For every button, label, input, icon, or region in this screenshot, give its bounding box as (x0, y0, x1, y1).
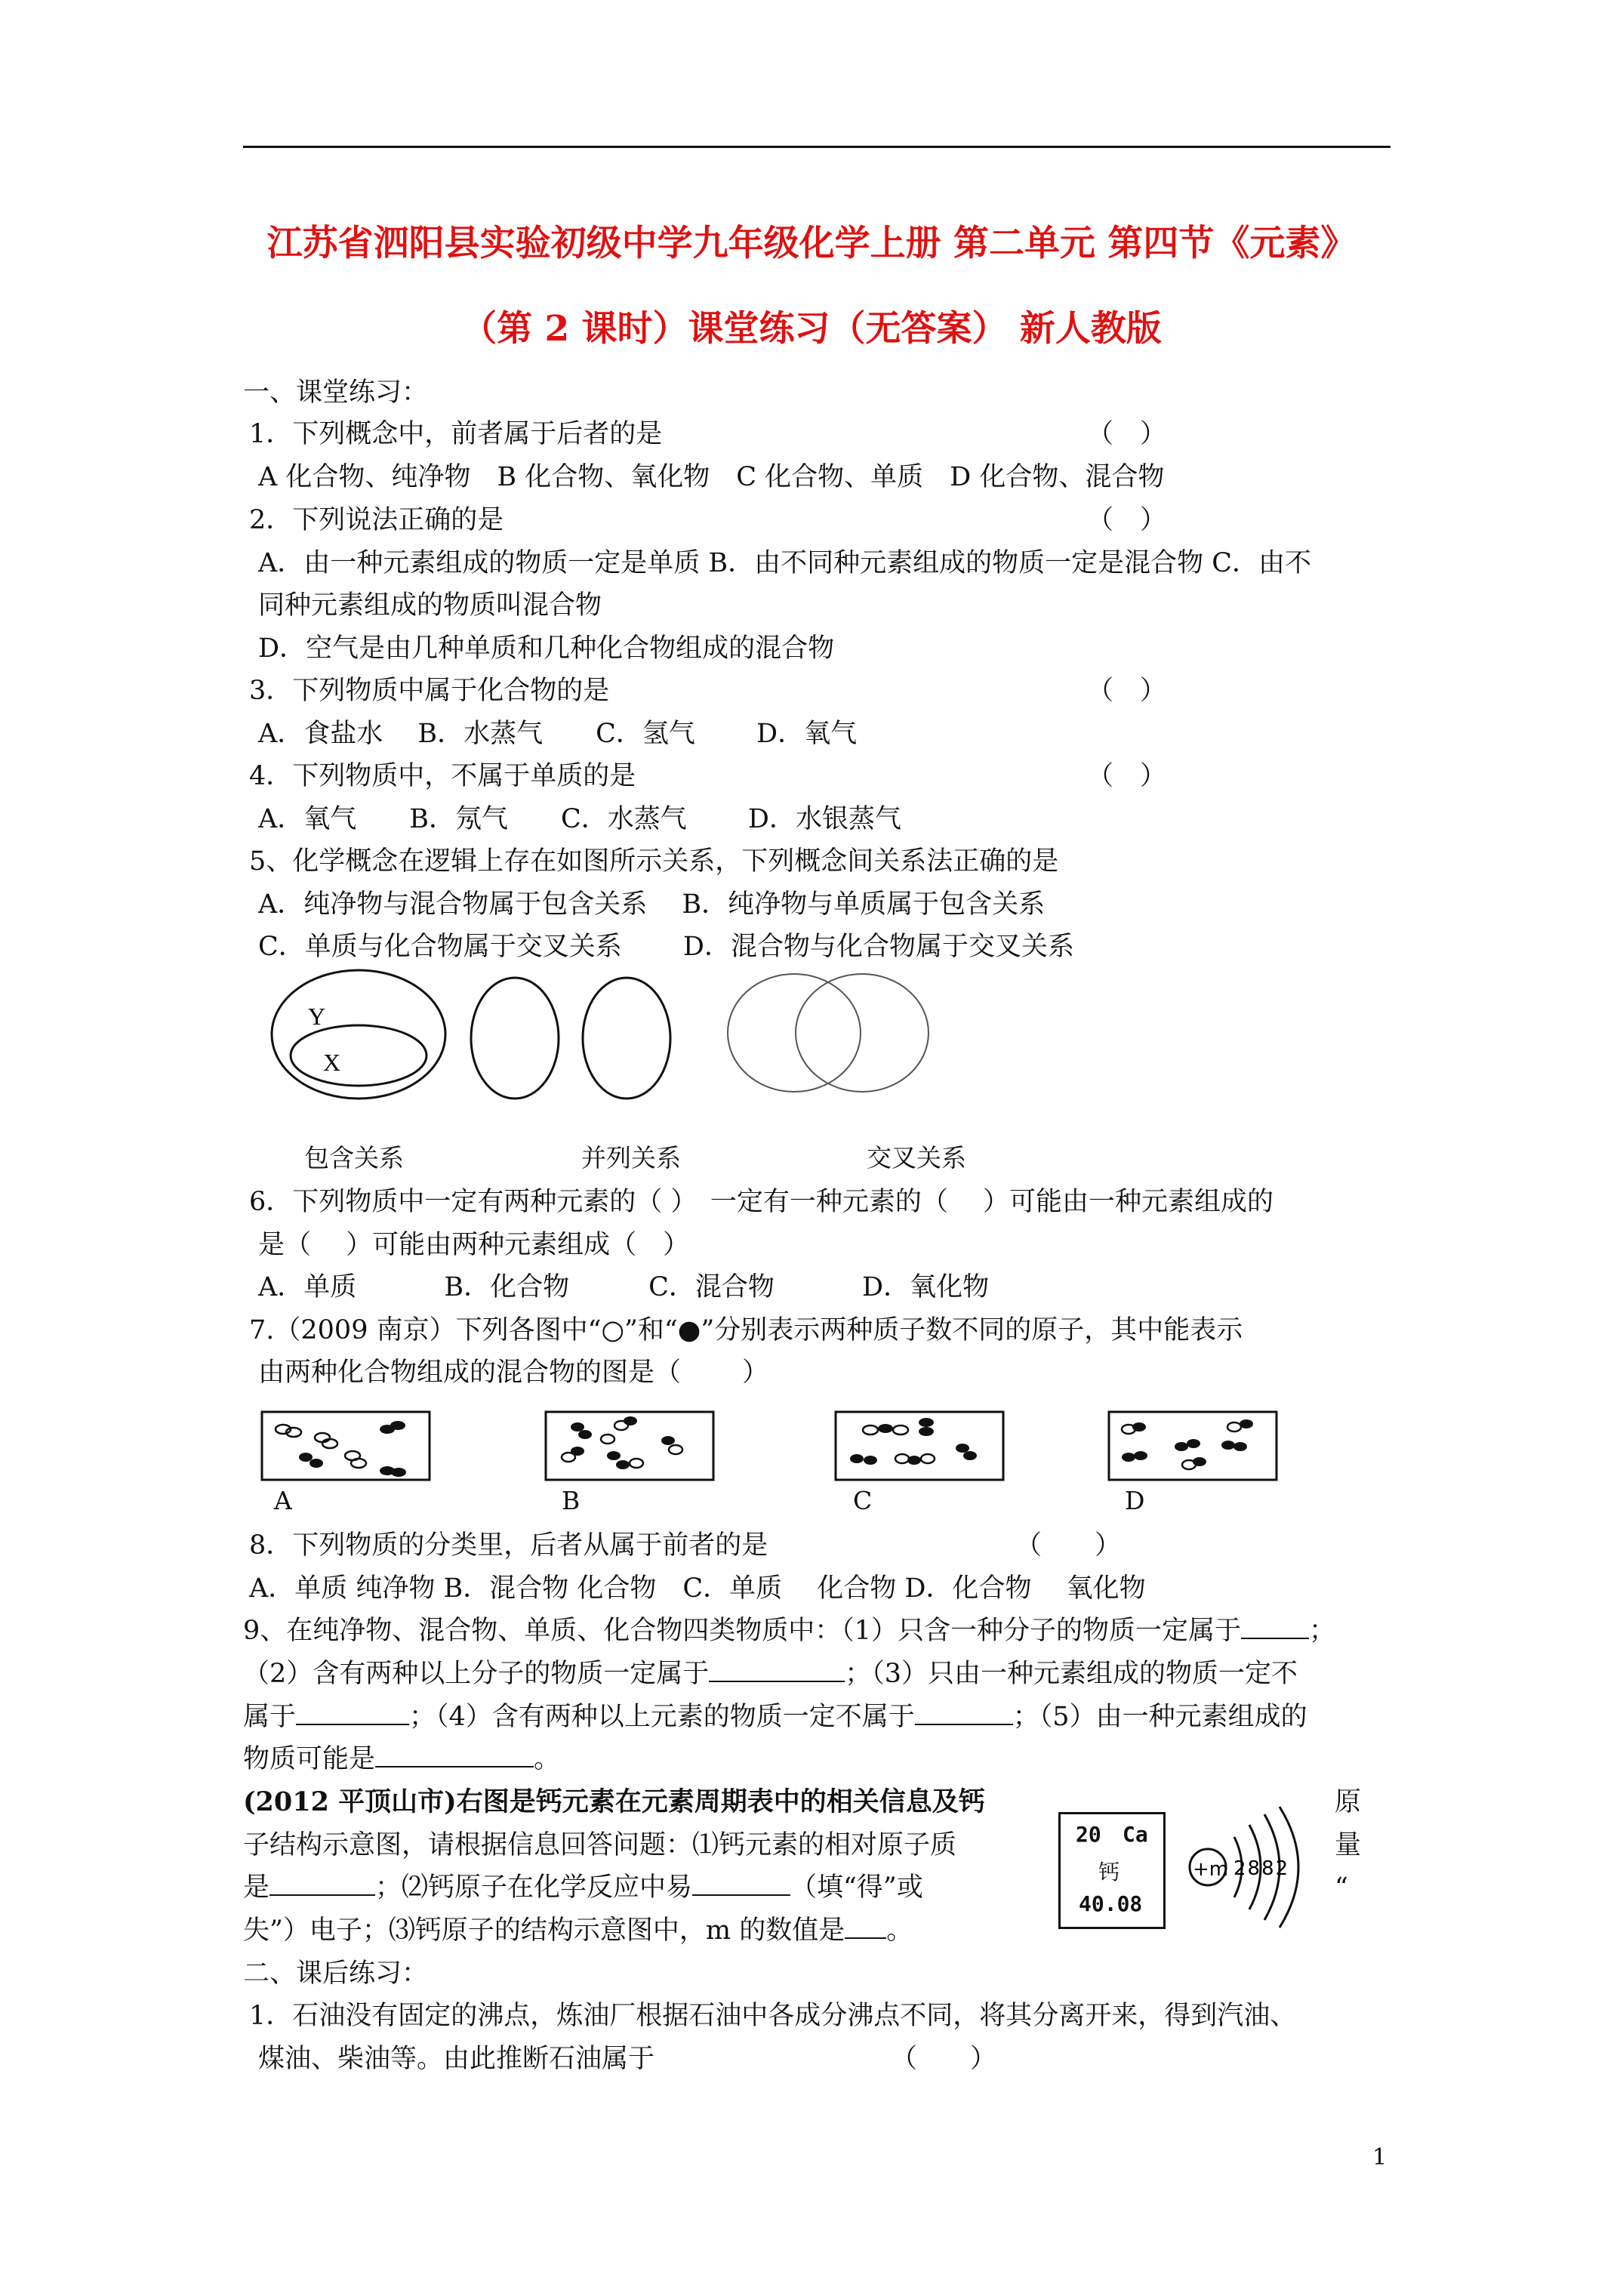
diagram-label-parallel: 并列关系 (581, 1143, 681, 1173)
element-name: 钙 (1098, 1860, 1120, 1885)
q6-options: A．单质 B．化合物 C．混合物 D．氧化物 (258, 1272, 990, 1302)
q9-blank-1[interactable] (1241, 1615, 1309, 1639)
q2-option-line3: D．空气是由几种单质和几种化合物组成的混合物 (258, 633, 835, 664)
q9-line4-end: 。 (534, 1744, 561, 1774)
inclusion-diagram (272, 970, 445, 1099)
q9-line3 (243, 1700, 1307, 1734)
q8-options: A．单质 纯净物 B．混合物 化合物 C．单质 化合物 D．化合物 氧化物 (249, 1573, 1146, 1604)
q9-line4-text: 物质可能是 (243, 1744, 376, 1774)
q10-line3-text: 是 (243, 1872, 270, 1903)
element-symbol: Ca (1123, 1822, 1148, 1847)
q6-line1: 6．下列物质中一定有两种元素的（ ） 一定有一种元素的（ ）可能由一种元素组成的 (249, 1187, 1274, 1217)
q10-line2: 子结构示意图，请根据信息回答问题：⑴钙元素的相对原子质 (243, 1830, 957, 1860)
element-mass: 40.08 (1079, 1891, 1143, 1916)
q7-line2: 由两种化合物组成的混合物的图是（ ） (258, 1358, 769, 1388)
intersection-diagram (728, 974, 929, 1092)
q9-blank-3[interactable] (296, 1701, 409, 1725)
q5-stem: 5、化学概念在逻辑上存在如图所示关系，下列概念间关系法正确的是 (249, 846, 1059, 877)
inner-set-label: X (323, 1049, 341, 1076)
q2-paren: （ ） (1087, 505, 1167, 535)
molecule-box-c (836, 1412, 1003, 1480)
q10-line3 (243, 1871, 923, 1904)
q8-stem: 8．下列物质的分类里，后者从属于前者的是 (249, 1530, 768, 1561)
q10-line1: (2012 平顶山市)右图是钙元素在元素周期表中的相关信息及钙 (243, 1786, 985, 1817)
molecule-box-b (546, 1412, 713, 1480)
q3-options: A．食盐水 B．水蒸气 C．氢气 D．氧气 (258, 719, 858, 749)
parallel-diagram (471, 978, 670, 1099)
shell-electrons: 2882 (1233, 1857, 1290, 1880)
q5-option-line1: A．纯净物与混合物属于包含关系 B．纯净物与单质属于包含关系 (258, 889, 1046, 920)
diagram-label-intersection: 交叉关系 (867, 1143, 966, 1173)
molecule-box-a (262, 1412, 430, 1480)
q4-paren: （ ） (1087, 761, 1167, 791)
q1-paren: （ ） (1087, 419, 1167, 449)
q10-blank-2[interactable] (692, 1872, 790, 1896)
q4-stem: 4．下列物质中，不属于单质的是 (249, 761, 636, 791)
q10-blank-1[interactable] (269, 1872, 375, 1896)
nucleus-label: +m (1193, 1858, 1229, 1881)
box-label-a: A (274, 1486, 292, 1515)
q10-line3-right: “ (1335, 1872, 1348, 1903)
q7-line1: 7.（2009 南京）下列各图中“○”和“●”分别表示两种质子数不同的原子，其中能表示 (249, 1315, 1243, 1345)
molecule-box-d (1109, 1412, 1277, 1480)
q10-line3-mid: ；⑵钙原子在化学反应中易 (375, 1872, 693, 1903)
q10-line2-right: 量 (1335, 1830, 1362, 1860)
q10-line1-right: 原 (1335, 1787, 1362, 1817)
q1-stem: 1．下列概念中，前者属于后者的是 (249, 419, 663, 449)
diagram-label-inclusion: 包含关系 (304, 1143, 404, 1173)
q10-line4-text: 失”）电子；⑶钙原子的结构示意图中，m 的数值是 (243, 1915, 845, 1946)
q9-line3-text: 属于 (243, 1702, 297, 1732)
q10-line4 (243, 1914, 913, 1947)
doc-title-line1: 江苏省泗阳县实验初级中学九年级化学上册 第二单元 第四节《元素》 (266, 223, 1357, 264)
q2-option-line2: 同种元素组成的物质叫混合物 (258, 590, 602, 621)
q9-line1-text: 9、在纯净物、混合物、单质、化合物四类物质中：（1）只含一种分子的物质一定属于 (243, 1616, 1242, 1646)
molecule-boxes (260, 1410, 1280, 1486)
outer-set-label: Y (308, 1003, 326, 1030)
q9-line2-text: （2）含有两种以上分子的物质一定属于 (243, 1659, 710, 1689)
h1-paren: （ ） (891, 2044, 997, 2074)
q9-blank-4[interactable] (915, 1701, 1013, 1725)
q6-line2: 是（ ）可能由两种元素组成（ ） (258, 1230, 690, 1260)
q3-paren: （ ） (1087, 676, 1167, 706)
q8-paren: （ ） (1015, 1530, 1122, 1561)
relation-diagrams (264, 966, 959, 1102)
q2-option-line1: A．由一种元素组成的物质一定是单质 B．由不同种元素组成的物质一定是混合物 C．由不 (258, 548, 1312, 578)
box-label-b: B (562, 1486, 581, 1515)
section2-heading: 二、课后练习： (243, 1959, 429, 1989)
q9-line2-rest: ；（3）只由一种元素组成的物质一定不 (845, 1659, 1298, 1689)
q10-line3-rest: （填“得”或 (790, 1872, 923, 1903)
q4-options: A．氧气 B．氖气 C．水蒸气 D．水银蒸气 (258, 804, 901, 834)
q9-blank-5[interactable] (375, 1743, 534, 1767)
q2-stem: 2．下列说法正确的是 (249, 505, 504, 535)
q5-option-line2: C．单质与化合物属于交叉关系 D．混合物与化合物属于交叉关系 (258, 932, 1074, 962)
q9-line4 (243, 1743, 560, 1776)
q1-options: A 化合物、纯净物 B 化合物、氧化物 C 化合物、单质 D 化合物、混合物 (258, 462, 1165, 492)
box-label-c: C (853, 1486, 873, 1515)
page-number: 1 (1372, 2144, 1387, 2171)
element-number: 20 (1076, 1822, 1101, 1847)
q3-stem: 3．下列物质中属于化合物的是 (249, 676, 610, 706)
q9-blank-2[interactable] (709, 1658, 845, 1682)
h1-line1: 1．石油没有固定的沸点，炼油厂根据石油中各成分沸点不同，将其分离开来，得到汽油、 (249, 2001, 1297, 2031)
q9-line1 (243, 1614, 1335, 1647)
header-rule (243, 146, 1390, 148)
q10-line4-end: 。 (886, 1915, 913, 1946)
q10-blank-3[interactable] (845, 1915, 886, 1939)
q9-line1-end: ； (1309, 1616, 1336, 1646)
element-card (1058, 1812, 1166, 1929)
section1-heading: 一、课堂练习： (243, 378, 429, 408)
q9-line3-rest: ；（5）由一种元素组成的 (1012, 1702, 1307, 1732)
q9-line2 (243, 1657, 1298, 1690)
h1-line2: 煤油、柴油等。由此推断石油属于 (258, 2044, 655, 2074)
q9-line3-mid: ；（4）含有两种以上元素的物质一定不属于 (409, 1702, 915, 1732)
doc-title-line2: （第 2 课时）课堂练习（无答案） 新人教版 (461, 308, 1162, 350)
box-label-d: D (1125, 1486, 1145, 1515)
atom-structure-diagram (1178, 1808, 1329, 1937)
